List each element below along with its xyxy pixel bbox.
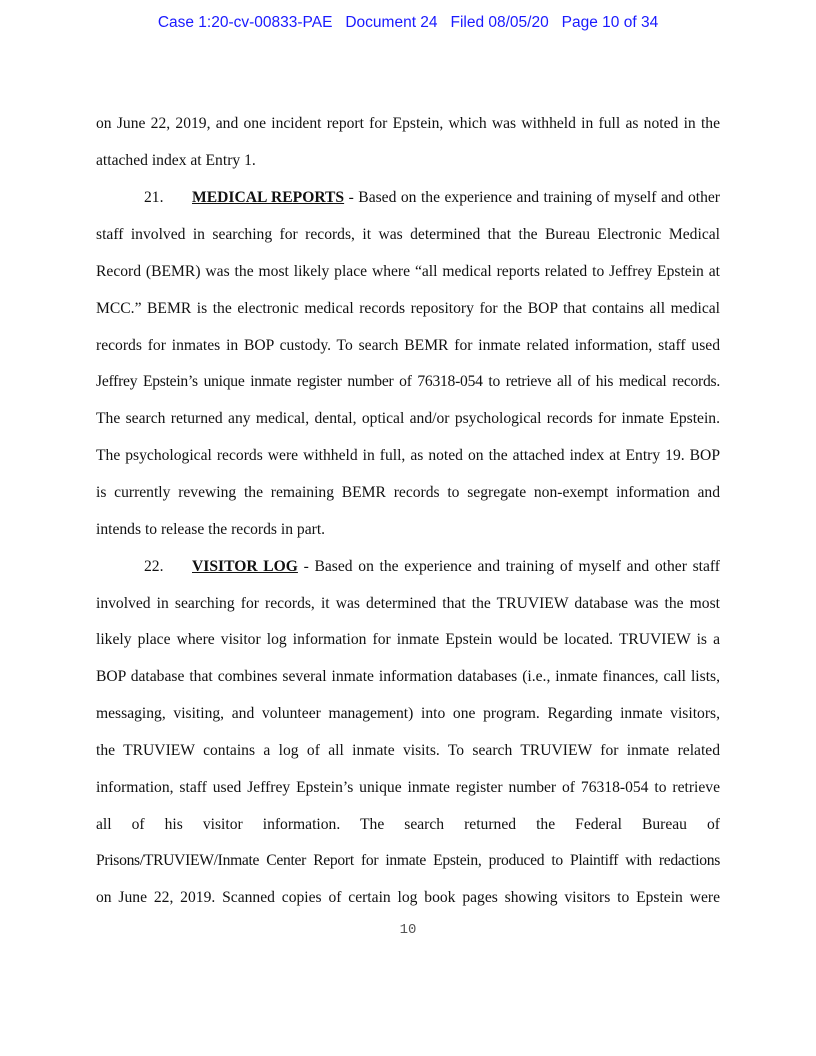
page-number: 10 — [399, 922, 417, 938]
paragraph-21-first-line — [96, 188, 720, 208]
body-text-span: - Based on the experience and training of myself and other — [344, 189, 720, 206]
body-line: messaging, visiting, and volunteer management) into one program. Regarding inmate visitors, — [96, 705, 720, 722]
case-header — [0, 14, 816, 32]
section-heading-visitor-log: VISITOR LOG — [192, 558, 298, 575]
body-line: records for inmates in BOP custody. To search BEMR for inmate related information, staff used — [96, 337, 720, 354]
body-line: The search returned any medical, dental, optical and/or psychological records for inmate Epstein. — [96, 410, 720, 427]
body-line: Jeffrey Epstein’s unique inmate register number of 76318-054 to retrieve all of his medical records. — [96, 373, 720, 390]
body-line: attached index at Entry 1. — [96, 152, 256, 169]
body-line: on June 22, 2019. Scanned copies of certain log book pages showing visitors to Epstein were — [96, 889, 720, 906]
body-line: likely place where visitor log information for inmate Epstein would be located. TRUVIEW is a — [96, 631, 720, 648]
case-number: Case 1:20-cv-00833-PAE — [157, 14, 333, 31]
body-line: on June 22, 2019, and one incident report for Epstein, which was withheld in full as noted in the — [96, 115, 720, 132]
paragraph-22-first-line — [96, 557, 720, 577]
body-line: staff involved in searching for records, it was determined that the Bureau Electronic Medical — [96, 226, 720, 243]
body-line: information, staff used Jeffrey Epstein’s unique inmate register number of 76318-054 to retrieve — [96, 779, 720, 796]
body-line: The psychological records were withheld in full, as noted on the attached index at Entry 19. BOP — [96, 447, 720, 464]
body-text-span: - Based on the experience and training of myself and other staff — [297, 558, 720, 575]
body-line: Record (BEMR) was the most likely place where “all medical reports related to Jeffrey Epstein at — [96, 263, 720, 280]
body-line: is currently revewing the remaining BEMR records to segregate non-exempt information and — [96, 484, 720, 501]
section-heading-medical-reports: MEDICAL REPORTS — [192, 189, 345, 206]
body-line: the TRUVIEW contains a log of all inmate visits. To search TRUVIEW for inmate related — [96, 742, 720, 759]
filed-date: Filed 08/05/20 — [450, 14, 549, 31]
paragraph-number: 22. — [144, 558, 164, 575]
paragraph-number: 21. — [144, 189, 164, 206]
body-line: all of his visitor information. The search returned the Federal Bureau of — [96, 816, 720, 833]
body-line: Prisons/TRUVIEW/Inmate Center Report for inmate Epstein, produced to Plaintiff with redactions — [96, 852, 720, 869]
document-number: Document 24 — [345, 14, 438, 31]
body-line: MCC.” BEMR is the electronic medical records repository for the BOP that contains all medical — [96, 300, 720, 317]
page-indicator: Page 10 of 34 — [561, 14, 659, 31]
body-line: intends to release the records in part. — [96, 521, 326, 538]
body-line: involved in searching for records, it was determined that the TRUVIEW database was the most — [96, 595, 720, 612]
body-line: BOP database that combines several inmate information databases (i.e., inmate finances, call lists, — [96, 668, 720, 685]
